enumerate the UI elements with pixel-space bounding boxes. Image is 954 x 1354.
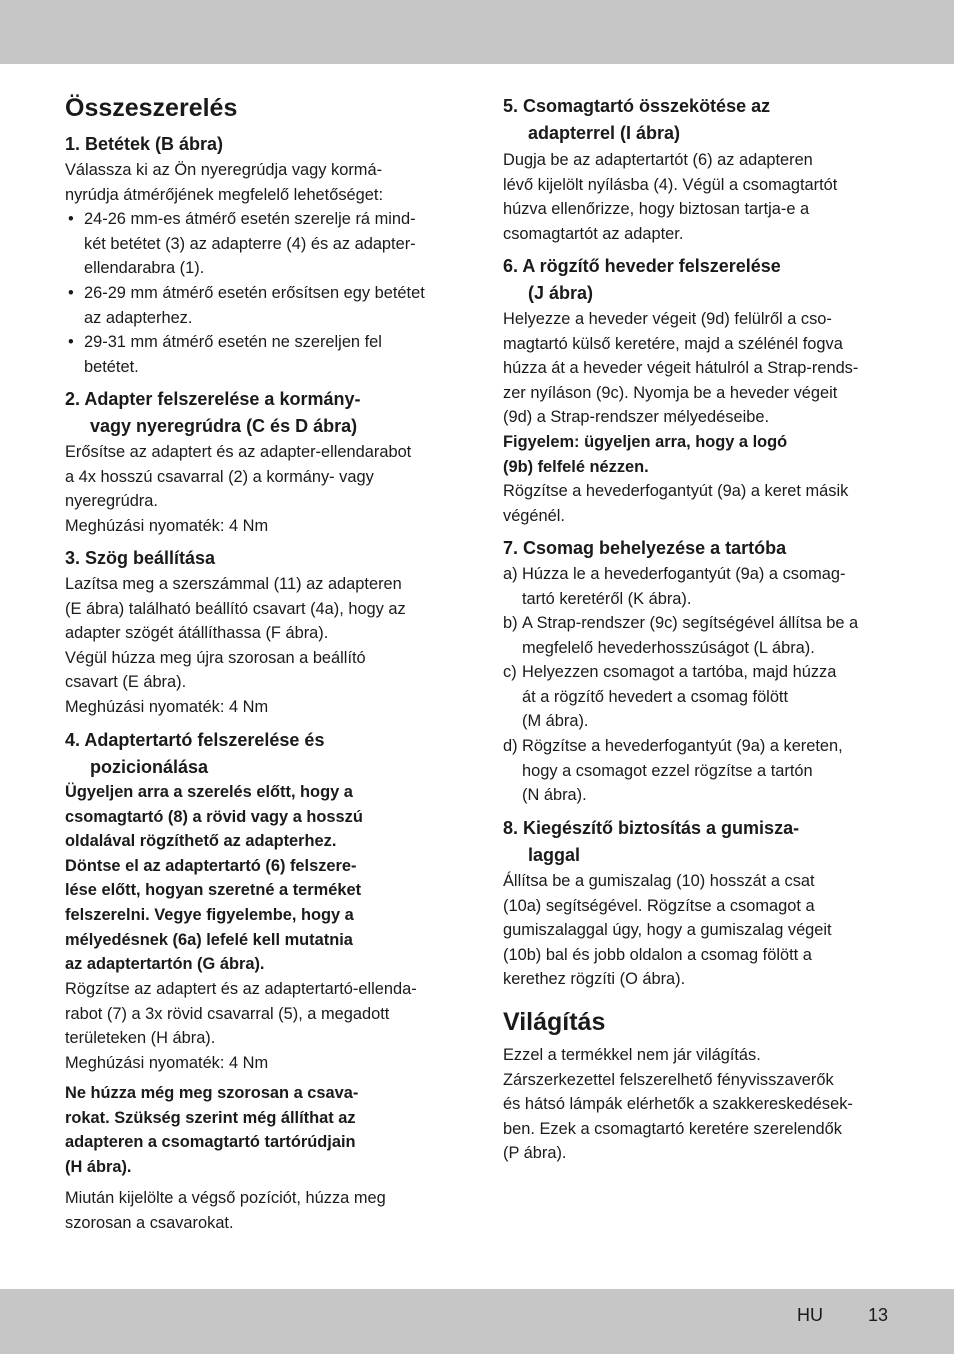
carrier-connect-text: Dugja be az adaptertartót (6) az adapteren lévő kijelölt nyílásba (4). Végül a csomagtartót húzva ellenőrizze, hogy biztosan tartja-e a csomagtartót az adapter. xyxy=(503,151,838,243)
strap-warning: Figyelem: ügyeljen arra, hogy a logó (9b) felfelé nézzen. xyxy=(503,433,788,476)
heading-adapter-mount: 2. Adapter felszerelése a kormány- vagy nyeregrúdra (C és D ábra) xyxy=(65,389,361,436)
heading-strap: 6. A rögzítő heveder felszerelése (J ábra) xyxy=(503,256,781,303)
lighting-text: Ezzel a termékkel nem jár világítás. Zárszerkezettel felszerelhető fényvisszaverők és hátsó lámpák elérhetők a szakkereskedések- ben. Ezek a csomagtartó keretére szerelendők (P ábra). xyxy=(503,1046,853,1163)
adapter-holder-text: Rögzítse az adaptert és az adaptertartó-ellenda- rabot (7) a 3x rövid csavarral (5), a megadott területeken (H ábra). Meghúzási nyomaték: 4 Nm xyxy=(65,980,417,1072)
heading-package-insert: 7. Csomag behelyezése a tartóba xyxy=(503,538,787,558)
header-bar xyxy=(0,0,954,64)
section-title-lighting: Világítás xyxy=(503,1008,606,1036)
bullet-item: • 29-31 mm átmérő esetén ne szereljen fel betétet. xyxy=(68,333,382,376)
inserts-intro: Válassza ki az Ön nyeregrúdja vagy kormá- nyrúdja átmérőjének megfelelő lehetőséget: xyxy=(65,161,383,204)
bullet-item: • 24-26 mm-es átmérő esetén szerelje rá mind- két betétet (3) az adapterre (4) és az adapter- ellendarabra (1). xyxy=(68,210,416,278)
language-code: HU xyxy=(797,1305,823,1325)
heading-carrier-connect: 5. Csomagtartó összekötése az adapterrel (I ábra) xyxy=(503,96,771,143)
list-item: a) Húzza le a hevederfogantyút (9a) a csomag- tartó keretéről (K ábra). xyxy=(503,565,846,608)
heading-adapter-holder: 4. Adaptertartó felszerelése és pozicionálása xyxy=(65,730,325,777)
adapter-holder-warning: Ügyeljen arra a szerelés előtt, hogy a csomagtartó (8) a rövid vagy a hosszú oldalával rögzíthető az adapterhez. Döntse el az adaptertartó (6) felszere- lése előtt, hogyan szeretné a terméket felszerelni. Vegye figyelembe, hogy a mélyedésnek (6a) lefelé kell mutatnia az adaptertartón (G ábra). xyxy=(65,783,363,974)
list-item: d) Rögzítse a hevederfogantyút (9a) a kereten, hogy a csomagot ezzel rögzítse a tartón (N ábra). xyxy=(503,737,843,805)
strap-text: Helyezze a heveder végeit (9d) felülről a cso- magtartó külső keretére, majd a szélénél fogva húzza át a heveder végeit hátulról a Strap-rends- zer nyíláson (9c). Nyomja be a heveder végeit (9d) a Strap-rendszer mélyedéseibe. xyxy=(503,310,859,427)
list-item: c) Helyezzen csomagot a tartóba, majd húzza át a rögzítő hevedert a csomag fölött (M ábra). xyxy=(503,663,837,731)
adapter-mount-text: Erősítse az adaptert és az adapter-ellendarabot a 4x hosszú csavarral (2) a kormány- vagy nyeregrúdra. Meghúzási nyomaték: 4 Nm xyxy=(65,443,412,535)
adapter-holder-warning-2: Ne húzza még meg szorosan a csava- rokat. Szükség szerint még állíthat az adapteren a csomagtartó tartórúdjain (H ábra). xyxy=(65,1084,359,1176)
list-item: b) A Strap-rendszer (9c) segítségével állítsa be a megfelelő hevederhosszúságot (L ábra). xyxy=(503,614,859,657)
heading-inserts: 1. Betétek (B ábra) xyxy=(65,134,224,154)
page-number: 13 xyxy=(868,1305,889,1325)
heading-angle: 3. Szög beállítása xyxy=(65,548,216,568)
strap-text-2: Rögzítse a hevederfogantyút (9a) a keret másik végénél. xyxy=(503,482,849,525)
adapter-holder-final: Miután kijelölte a végső pozíciót, húzza meg szorosan a csavarokat. xyxy=(65,1189,386,1232)
rubber-band-text: Állítsa be a gumiszalag (10) hosszát a csat (10a) segítségével. Rögzítse a csomagot a gumiszalaggal úgy, hogy a gumiszalag végeit (10b) bal és jobb oldalon a csomag fölött a kerethez rögzíti (O ábra). xyxy=(503,872,832,989)
heading-rubber-band: 8. Kiegészítő biztosítás a gumisza- laggal xyxy=(503,818,800,865)
section-title-assembly: Összeszerelés xyxy=(65,94,238,122)
bullet-item: • 26-29 mm átmérő esetén erősítsen egy betétet az adapterhez. xyxy=(68,284,425,327)
angle-text: Lazítsa meg a szerszámmal (11) az adapteren (E ábra) található beállító csavart (4a), hogy az adapter szögét átállíthassa (F ábra). Végül húzza meg újra szorosan a beállító csavart (E ábra). Meghúzási nyomaték: 4 Nm xyxy=(65,575,406,716)
